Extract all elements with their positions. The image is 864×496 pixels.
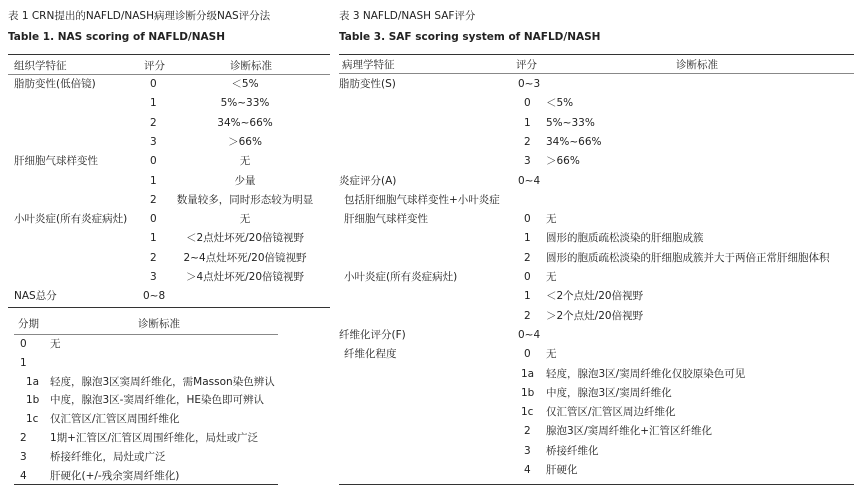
table1-header-score: 评分 — [144, 60, 165, 72]
table3-header-rule — [339, 73, 854, 74]
table3-header-score: 评分 — [516, 59, 537, 71]
table3-header-feature: 病理学特征 — [342, 59, 395, 71]
table3-criteria-cell: 圆形的胞质疏松淡染的肝细胞成簇并大于两倍正常肝细胞体积 — [546, 252, 830, 264]
table3-criteria-cell: ＞66% — [546, 155, 580, 167]
table1-criteria-cell: ＞66% — [228, 136, 262, 148]
table3-criteria-cell: 无 — [546, 213, 557, 225]
table3-criteria-cell: ＜2个点灶/20倍视野 — [546, 290, 644, 302]
table3-score-cell: 1 — [524, 290, 531, 302]
table1-score-cell: 2 — [150, 252, 157, 264]
table1-criteria-cell: 34%~66% — [217, 117, 273, 129]
table2-stage-cell: 4 — [20, 470, 27, 482]
table3-score-cell: 1a — [521, 368, 535, 380]
table2-stage-cell: 3 — [20, 451, 27, 463]
table1-criteria-cell: 数量较多，同时形态较为明显 — [176, 194, 314, 206]
table1-criteria-cell: 无 — [239, 155, 251, 167]
table2-stage-cell: 1c — [26, 413, 39, 425]
table1-score-cell: 0 — [150, 155, 157, 167]
table1-caption-cn: 表 1 CRN提出的NAFLD/NASH病理诊断分级NAS评分法 — [8, 10, 271, 22]
table3-bottom-rule — [339, 484, 854, 485]
table1-feature-cell: NAS总分 — [14, 290, 57, 302]
table3-criteria-cell: 中度，腺泡3区/窦周纤维化 — [546, 387, 672, 399]
table3-criteria-cell: ＜5% — [546, 97, 574, 109]
table3-feature-cell: 脂肪变性(S) — [339, 78, 396, 90]
table3-top-rule — [339, 54, 854, 55]
table3-feature-cell: 小叶炎症(所有炎症病灶) — [344, 271, 458, 283]
table3-caption-en: Table 3. SAF scoring system of NAFLD/NASH — [339, 31, 601, 43]
table3-score-cell: 3 — [524, 155, 531, 167]
table1-feature-cell: 小叶炎症(所有炎症病灶) — [14, 213, 128, 225]
table3-criteria-cell: 无 — [546, 271, 557, 283]
table1-top-rule — [8, 54, 330, 55]
table1-criteria-cell: 无 — [239, 213, 251, 225]
table3-score-cell: 0 — [524, 271, 531, 283]
table1-score-cell: 1 — [150, 232, 157, 244]
table2-criteria-cell: 仅汇管区/汇管区周围纤维化 — [50, 413, 180, 425]
table1-criteria-cell: ＞4点灶坏死/20倍镜视野 — [185, 271, 305, 283]
table2-stage-cell: 2 — [20, 432, 27, 444]
table3-criteria-cell: 轻度，腺泡3区/窦周纤维化仅胶原染色可见 — [546, 368, 746, 380]
table3-score-cell: 2 — [524, 136, 531, 148]
table3-score-cell: 0 — [524, 213, 531, 225]
table2-criteria-cell: 桥接纤维化，局灶或广泛 — [50, 451, 166, 463]
table2-stage-cell: 0 — [20, 338, 27, 350]
table3-criteria-cell: 无 — [546, 348, 557, 360]
table3-score-cell: 1 — [524, 117, 531, 129]
table3-criteria-cell: 肝硬化 — [546, 464, 578, 476]
table3-feature-cell: 肝细胞气球样变性 — [344, 213, 428, 225]
table3-criteria-cell: 腺泡3区/窦周纤维化+汇管区纤维化 — [546, 425, 713, 437]
table3-score-cell: 1 — [524, 232, 531, 244]
table3-score-cell: 2 — [524, 310, 531, 322]
table1-caption-en: Table 1. NAS scoring of NAFLD/NASH — [8, 31, 226, 43]
table3-score-cell: 2 — [524, 425, 531, 437]
table3-feature-cell: 炎症评分(A) — [339, 175, 397, 187]
table3-score-cell: 0~4 — [518, 329, 541, 341]
table2-criteria-cell: 中度，腺泡3区-窦周纤维化，HE染色即可辨认 — [50, 394, 264, 406]
table2-criteria-cell: 轻度，腺泡3区窦周纤维化，需Masson染色辨认 — [50, 376, 275, 388]
table1-score-cell: 0~8 — [143, 290, 166, 302]
table2-header-criteria: 诊断标准 — [138, 318, 180, 330]
table3-header-criteria: 诊断标准 — [676, 59, 718, 71]
table1-bottom-rule — [8, 307, 330, 308]
table1-criteria-cell: ＜2点灶坏死/20倍镜视野 — [185, 232, 305, 244]
table1-feature-cell: 肝细胞气球样变性 — [14, 155, 98, 167]
table1-header-rule — [8, 74, 330, 75]
table3-score-cell: 1c — [521, 406, 534, 418]
table1-feature-cell: 脂肪变性(低倍镜) — [14, 78, 96, 90]
table3-criteria-cell: 5%~33% — [546, 117, 595, 129]
table1-score-cell: 3 — [150, 136, 157, 148]
table3-score-cell: 4 — [524, 464, 531, 476]
table1-score-cell: 3 — [150, 271, 157, 283]
table1-score-cell: 0 — [150, 213, 157, 225]
table3-feature-cell: 纤维化评分(F) — [339, 329, 406, 341]
table2-criteria-cell: 肝硬化(+/-残余窦周纤维化) — [50, 470, 180, 482]
table1-criteria-cell: 2~4点灶坏死/20倍镜视野 — [183, 252, 307, 264]
table1-header-feature: 组织学特征 — [14, 60, 67, 72]
table3-score-cell: 0 — [524, 348, 531, 360]
table1-header-criteria: 诊断标准 — [230, 60, 272, 72]
table3-criteria-cell: 仅汇管区/汇管区周边纤维化 — [546, 406, 676, 418]
table3-criteria-cell: 34%~66% — [546, 136, 602, 148]
table2-stage-cell: 1a — [26, 376, 40, 388]
table3-score-cell: 0~4 — [518, 175, 541, 187]
table2-header-stage: 分期 — [18, 318, 39, 330]
table3-score-cell: 0 — [524, 97, 531, 109]
table1-score-cell: 0 — [150, 78, 157, 90]
table3-feature-cell: 包括肝细胞气球样变性+小叶炎症 — [344, 194, 500, 206]
table3-criteria-cell: ＞2个点灶/20倍视野 — [546, 310, 644, 322]
table2-criteria-cell: 无 — [50, 338, 61, 350]
table2-stage-cell: 1b — [26, 394, 40, 406]
table3-criteria-cell: 桥接纤维化 — [546, 445, 599, 457]
table2-criteria-cell: 1期+汇管区/汇管区周围纤维化，局灶或广泛 — [50, 432, 259, 444]
table3-feature-cell: 纤维化程度 — [344, 348, 397, 360]
table1-score-cell: 2 — [150, 117, 157, 129]
table2-stage-cell: 1 — [20, 357, 27, 369]
table3-score-cell: 1b — [521, 387, 535, 399]
table3-score-cell: 3 — [524, 445, 531, 457]
table3-caption-cn: 表 3 NAFLD/NASH SAF评分 — [339, 10, 476, 22]
table1-score-cell: 2 — [150, 194, 157, 206]
table1-criteria-cell: 5%~33% — [220, 97, 270, 109]
table1-score-cell: 1 — [150, 97, 157, 109]
table1-criteria-cell: 少量 — [234, 175, 256, 187]
table3-score-cell: 0~3 — [518, 78, 541, 90]
table3-criteria-cell: 圆形的胞质疏松淡染的肝细胞成簇 — [546, 232, 704, 244]
table2-header-rule — [14, 334, 278, 335]
table1-criteria-cell: ＜5% — [231, 78, 259, 90]
table3-score-cell: 2 — [524, 252, 531, 264]
table2-bottom-rule — [14, 484, 278, 485]
table1-score-cell: 1 — [150, 175, 157, 187]
